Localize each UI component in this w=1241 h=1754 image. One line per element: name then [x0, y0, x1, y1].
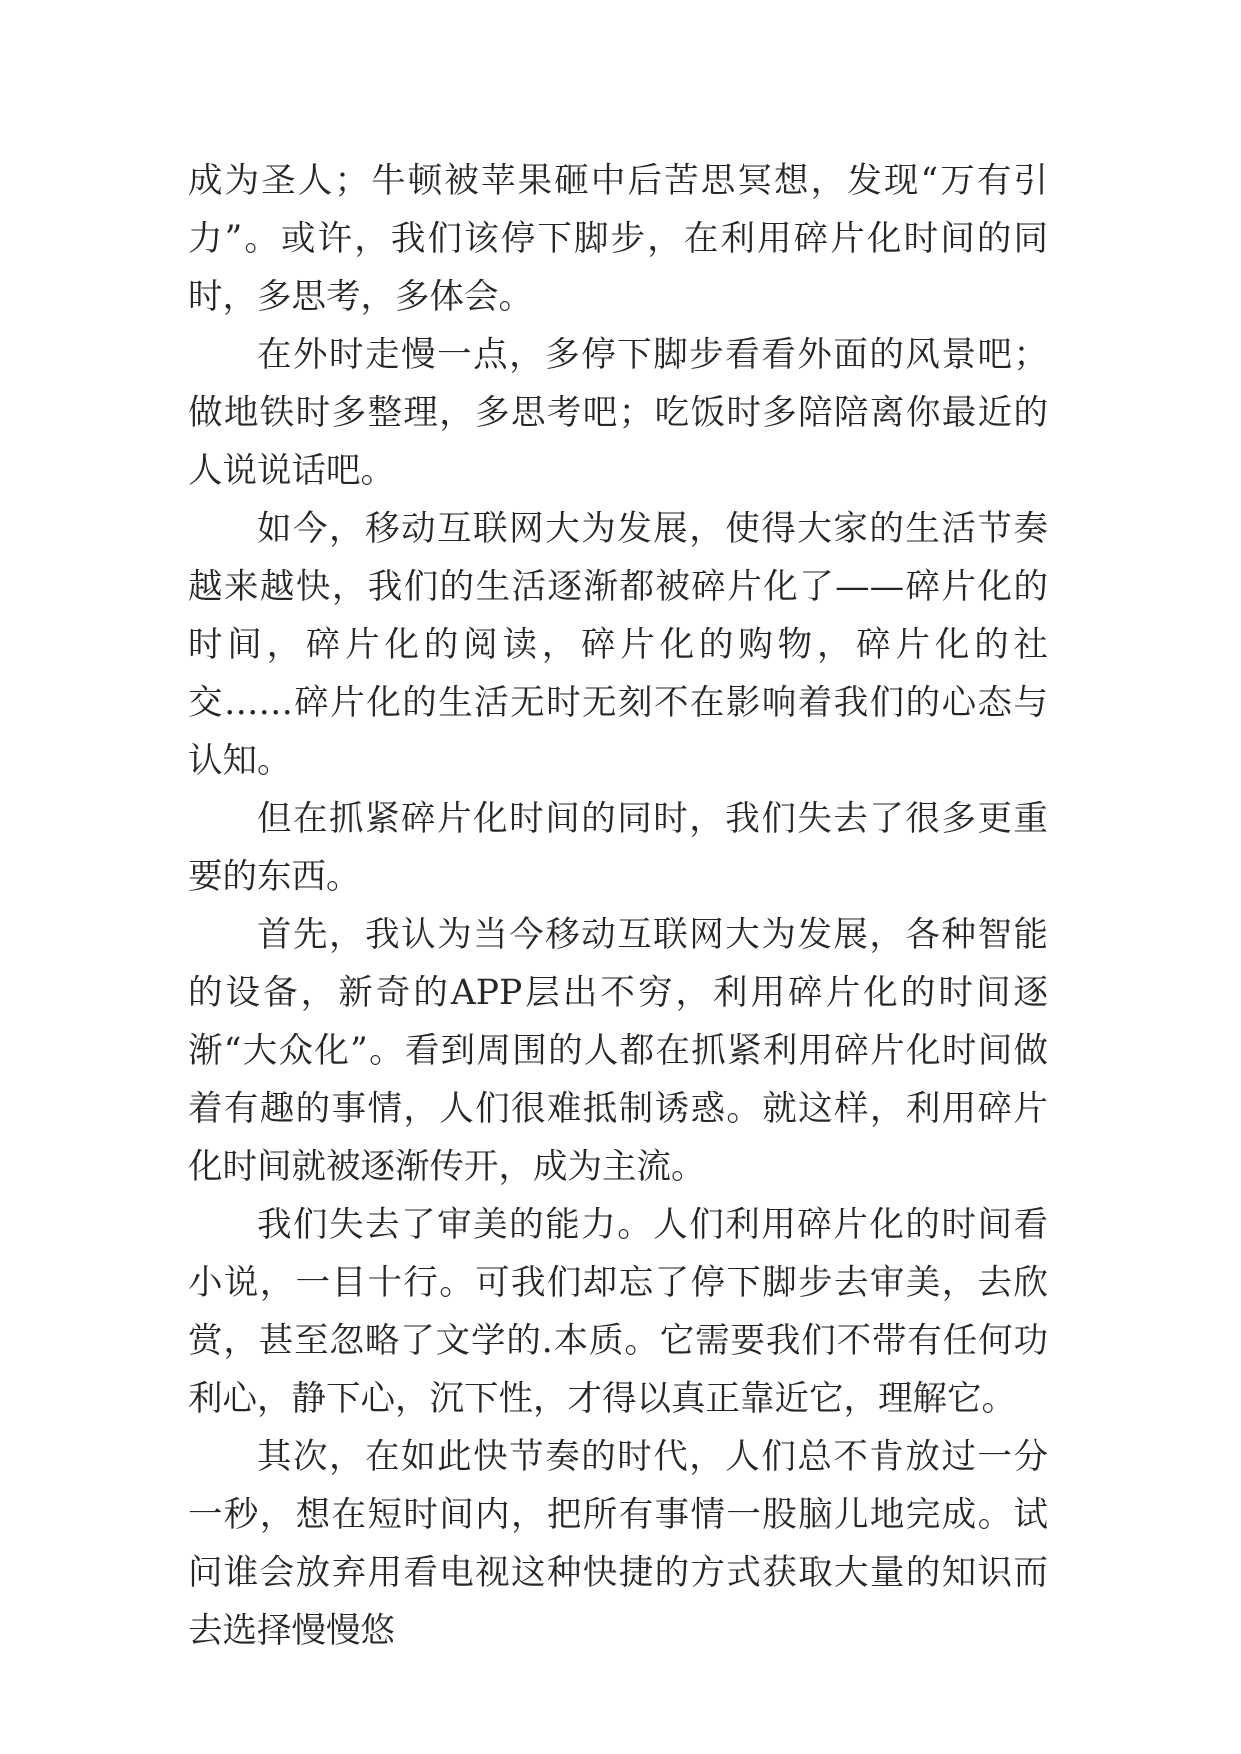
paragraph-continued: 成为圣人；牛顿被苹果砸中后苦思冥想，发现“万有引力”。或许，我们该停下脚步，在利用碎片化时间的同时，多思考，多体会。	[188, 161, 1048, 317]
paragraph: 但在抓紧碎片化时间的同时，我们失去了很多更重要的东西。	[188, 799, 1048, 897]
paragraph: 首先，我认为当今移动互联网大为发展，各种智能的设备，新奇的APP层出不穷，利用碎片化的时间逐渐“大众化”。看到周围的人都在抓紧利用碎片化时间做着有趣的事情，人们很难抵制诱惑。就这样，利用碎片化时间就被逐渐传开，成为主流。	[188, 915, 1048, 1187]
document-body	[188, 152, 1048, 1660]
paragraph: 我们失去了审美的能力。人们利用碎片化的时间看小说，一目十行。可我们却忘了停下脚步去审美，去欣赏，甚至忽略了文学的.本质。它需要我们不带有任何功利心，静下心，沉下性，才得以真正靠近它，理解它。	[188, 1205, 1048, 1419]
paragraph: 如今，移动互联网大为发展，使得大家的生活节奏越来越快，我们的生活逐渐都被碎片化了——碎片化的时间，碎片化的阅读，碎片化的购物，碎片化的社交……碎片化的生活无时无刻不在影响着我们的心态与认知。	[188, 509, 1048, 781]
paragraph: 在外时走慢一点，多停下脚步看看外面的风景吧；做地铁时多整理，多思考吧；吃饭时多陪陪离你最近的人说说话吧。	[188, 335, 1048, 491]
paragraph: 其次，在如此快节奏的时代，人们总不肯放过一分一秒，想在短时间内，把所有事情一股脑儿地完成。试问谁会放弃用看电视这种快捷的方式获取大量的知识而去选择慢慢悠	[188, 1437, 1048, 1651]
